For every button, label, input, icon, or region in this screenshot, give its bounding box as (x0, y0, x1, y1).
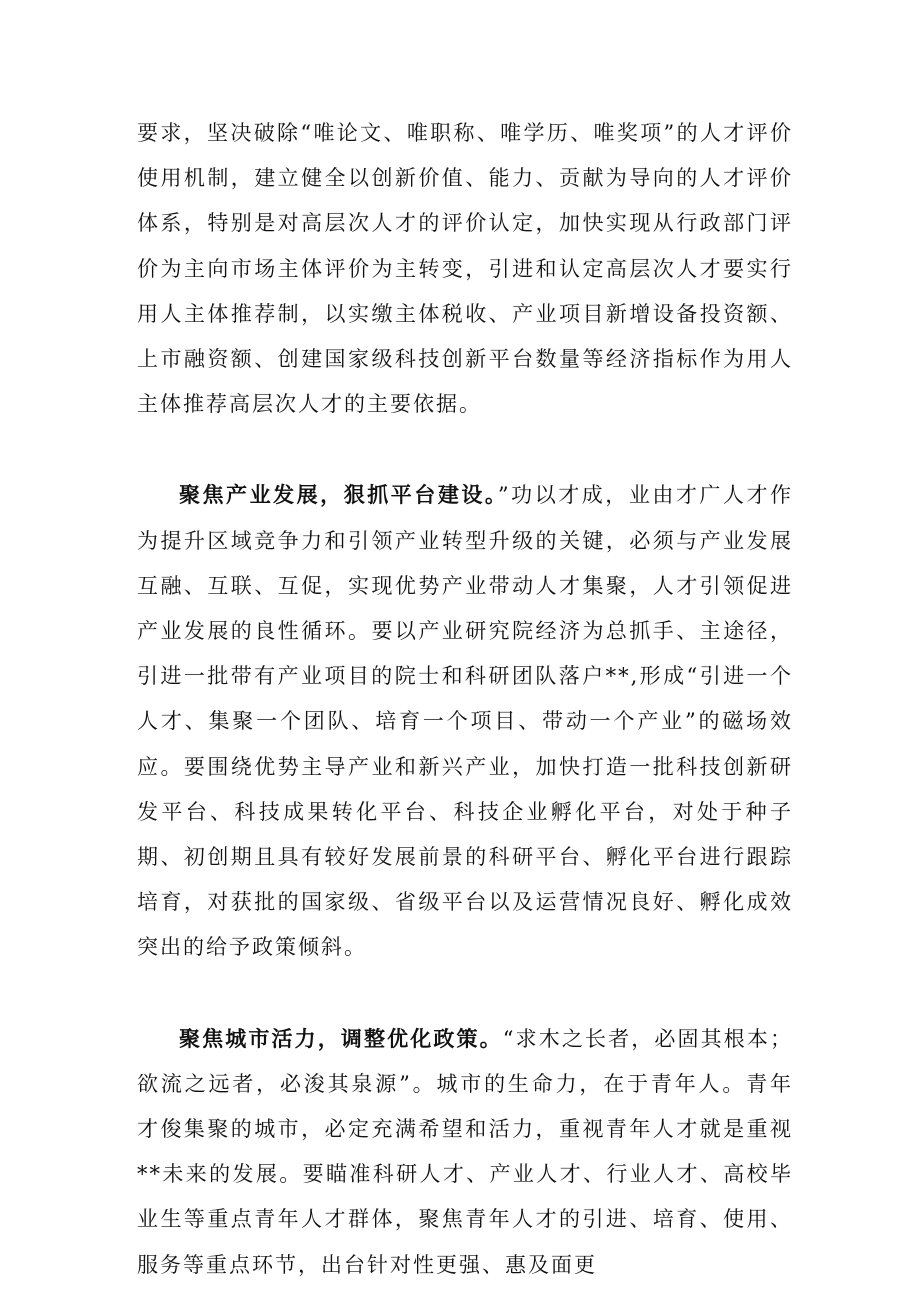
paragraph-talent-evaluation (137, 111, 793, 427)
paragraph-text: “求木之长者，必固其根本；欲流之远者，必浚其泉源”。城市的生命力，在于青年人。青年才俊集聚的城市，必定充满希望和活力，重视青年人才就是重视**未来的发展。要瞄准科研人才、产业人才、行业人才、高校毕业生等重点青年人才群体，聚焦青年人才的引进、培育、使用、服务等重点环节，出台针对性更强、惠及面更 (137, 1026, 793, 1277)
paragraph-industry-platform (137, 472, 793, 970)
paragraph-text: 要求，坚决破除“唯论文、唯职称、唯学历、唯奖项”的人才评价使用机制，建立健全以创新价值、能力、贡献为导向的人才评价体系，特别是对高层次人才的评价认定，加快实现从行政部门评价为主向市场主体评价为主转变，引进和认定高层次人才要实行用人主体推荐制，以实缴主体税收、产业项目新增设备投资额、上市融资额、创建国家级科技创新平台数量等经济指标作为用人主体推荐高层次人才的主要依据。 (137, 121, 793, 417)
paragraph-city-vitality (137, 1016, 793, 1288)
paragraph-text: ”功以才成，业由才广人才作为提升区域竞争力和引领产业转型升级的关键，必须与产业发展互融、互联、互促，实现优势产业带动人才集聚，人才引领促进产业发展的良性循环。要以产业研究院经济为总抓手、主途径，引进一批带有产业项目的院士和科研团队落户**,形成“引进一个人才、集聚一个团队、培育一个项目、带动一个产业”的磁场效应。要围绕优势主导产业和新兴产业，加快打造一批科技创新研发平台、科技成果转化平台、科技企业孵化平台，对处于种子期、初创期且具有较好发展前景的科研平台、孵化平台进行跟踪培育，对获批的国家级、省级平台以及运营情况良好、孵化成效突出的给予政策倾斜。 (137, 483, 793, 960)
paragraph-lead: 聚焦产业发展，狠抓平台建设。 (179, 482, 498, 508)
paragraph-lead: 聚焦城市活力，调整优化政策。 (179, 1025, 503, 1051)
document-body (137, 111, 793, 1288)
